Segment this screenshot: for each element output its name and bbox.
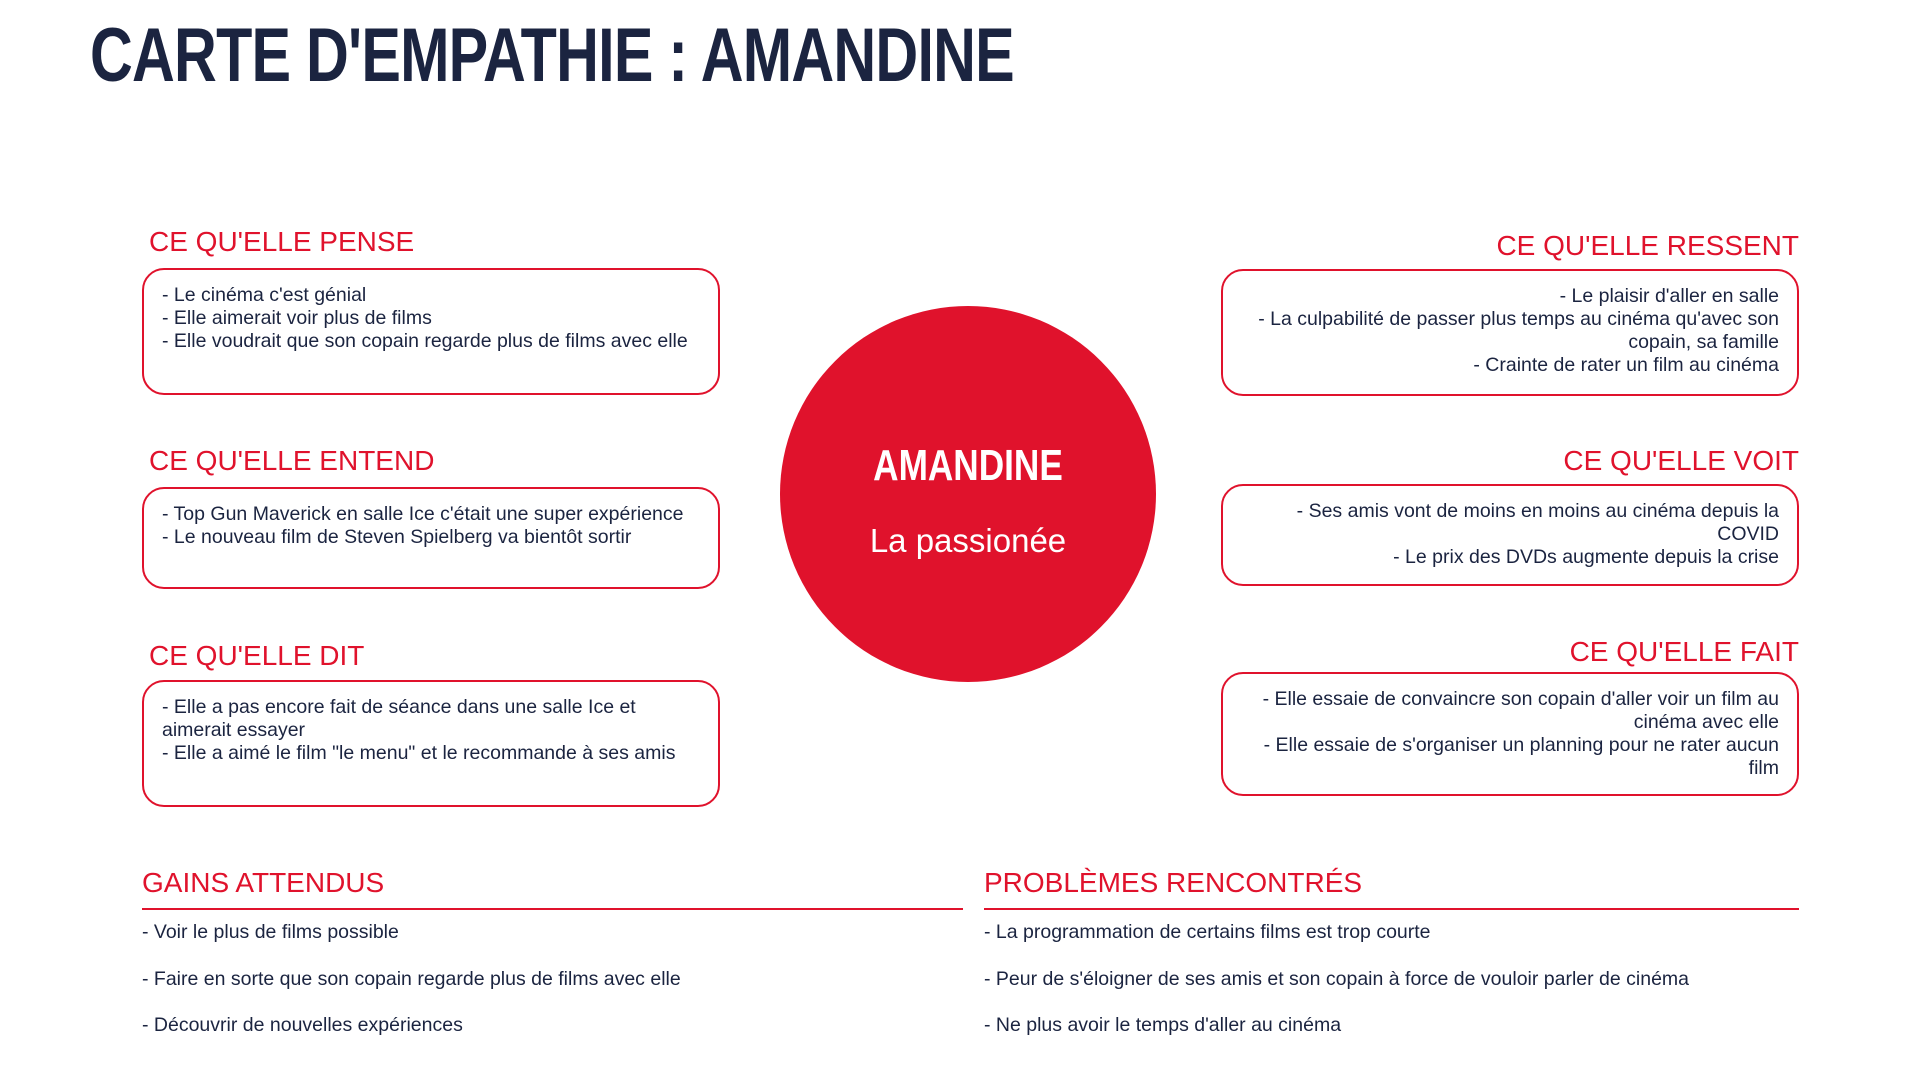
heading-problemes: PROBLÈMES RENCONTRÉS (984, 867, 1363, 898)
voit-line: - Ses amis vont de moins en moins au cinéma depuis la COVID (1296, 500, 1779, 545)
ressent-line: - La culpabilité de passer plus temps au cinéma qu'avec son copain, sa famille (1258, 308, 1779, 353)
heading-pense: CE QU'ELLE PENSE (149, 226, 415, 257)
card-ressent (1221, 269, 1799, 396)
pense-line: - Le cinéma c'est génial (162, 284, 367, 306)
dit-line: - Elle a pas encore fait de séance dans une salle Ice et aimerait essayer (162, 696, 636, 741)
pense-line: - Elle voudrait que son copain regarde plus de films avec elle (162, 330, 688, 352)
card-pense (142, 268, 720, 395)
heading-entend: CE QU'ELLE ENTEND (149, 445, 435, 476)
gains-divider (142, 908, 963, 910)
gains-item: - Découvrir de nouvelles expériences (142, 1014, 463, 1036)
card-dit (142, 680, 720, 807)
persona-circle (780, 306, 1156, 682)
voit-line: - Le prix des DVDs augmente depuis la crise (1393, 546, 1779, 568)
ressent-line: - Le plaisir d'aller en salle (1559, 285, 1779, 307)
problemes-divider (984, 908, 1799, 910)
persona-name: AMANDINE (873, 441, 1063, 490)
card-fait (1221, 672, 1799, 796)
card-entend (142, 487, 720, 589)
pense-line: - Elle aimerait voir plus de films (162, 307, 432, 329)
gains-item: - Faire en sorte que son copain regarde plus de films avec elle (142, 968, 681, 990)
heading-voit: CE QU'ELLE VOIT (1563, 445, 1799, 476)
ressent-line: - Crainte de rater un film au cinéma (1473, 354, 1779, 376)
heading-dit: CE QU'ELLE DIT (149, 640, 365, 671)
fait-line: - Elle essaie de convaincre son copain d'aller voir un film au cinéma avec elle (1262, 688, 1779, 733)
entend-line: - Le nouveau film de Steven Spielberg va bientôt sortir (162, 526, 632, 548)
gains-item: - Voir le plus de films possible (142, 921, 399, 943)
dit-line: - Elle a aimé le film "le menu" et le recommande à ses amis (162, 742, 676, 764)
entend-line: - Top Gun Maverick en salle Ice c'était une super expérience (162, 503, 684, 525)
heading-fait: CE QU'ELLE FAIT (1569, 636, 1799, 667)
page-title: CARTE D'EMPATHIE : AMANDINE (90, 13, 1014, 98)
fait-line: - Elle essaie de s'organiser un planning pour ne rater aucun film (1263, 734, 1779, 779)
persona-subtitle: La passionée (869, 522, 1067, 559)
heading-ressent: CE QU'ELLE RESSENT (1496, 230, 1799, 261)
problemes-item: - Ne plus avoir le temps d'aller au cinéma (984, 1014, 1342, 1036)
problemes-item: - Peur de s'éloigner de ses amis et son copain à force de vouloir parler de cinéma (984, 968, 1690, 990)
card-voit (1221, 484, 1799, 586)
problemes-item: - La programmation de certains films est trop courte (984, 921, 1431, 943)
heading-gains: GAINS ATTENDUS (142, 867, 385, 898)
